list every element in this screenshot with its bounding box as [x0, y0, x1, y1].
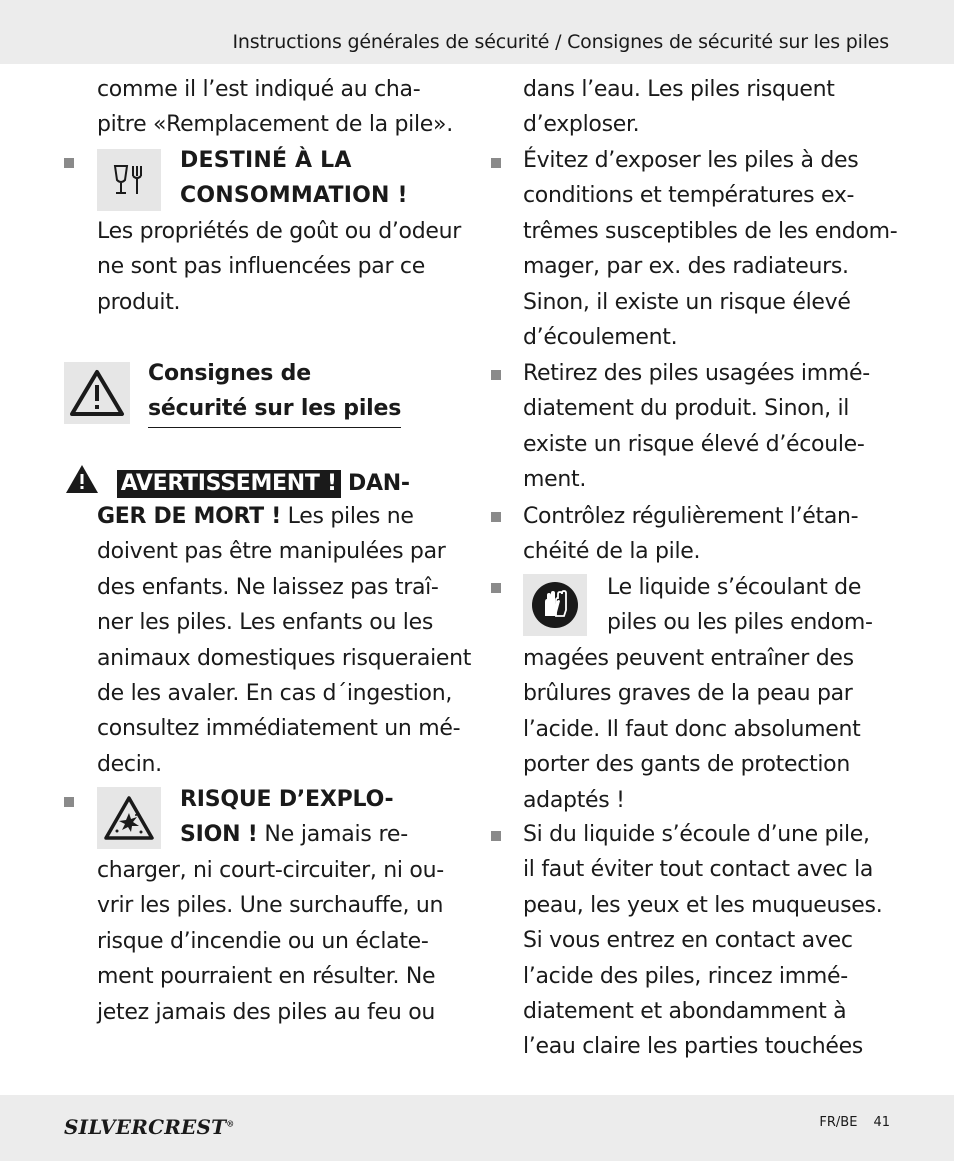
bullet-marker	[491, 158, 501, 168]
brand-mark: ®	[226, 1118, 235, 1129]
text-line: des enfants. Ne laissez pas traî-	[97, 574, 439, 600]
text-line: l’eau claire les parties touchées	[523, 1034, 863, 1060]
bullet-marker	[64, 797, 74, 807]
text-line: diatement et abondamment à	[523, 998, 847, 1024]
text-line: diatement du produit. Sinon, il	[523, 396, 850, 422]
text-line: chéité de la pile.	[523, 539, 701, 565]
text-line: conditions et températures ex-	[523, 183, 855, 209]
text-line: trêmes susceptibles de les endom-	[523, 218, 898, 244]
bullet-marker	[491, 583, 501, 593]
text-line: magées peuvent entraîner des	[523, 646, 854, 671]
text-line: brûlures graves de la peau par	[523, 681, 853, 707]
text-line: pitre «Remplacement de la pile».	[97, 112, 453, 138]
fork-glass-icon	[109, 160, 149, 200]
text-line: CONSOMMATION !	[180, 183, 408, 209]
bullet-marker	[491, 370, 501, 380]
warning-title-part: DAN-	[340, 471, 410, 496]
warning-triangle-icon	[69, 368, 125, 418]
section-icon-box	[64, 362, 130, 424]
text-line: mager, par ex. des radiateurs.	[523, 254, 849, 280]
brand-name: SILVERCREST	[64, 1115, 227, 1139]
gloves-icon-box	[523, 574, 587, 636]
brand-logo	[64, 1115, 234, 1139]
text-line: il faut éviter tout contact avec la	[523, 857, 874, 883]
language-code: FR/BE	[819, 1115, 858, 1130]
text-line: doivent pas être manipulées par	[97, 539, 446, 565]
footer-meta	[803, 1115, 890, 1130]
food-body	[97, 214, 461, 320]
text-line: decin.	[97, 751, 162, 777]
text-line: adaptés !	[523, 787, 625, 813]
text-line: comme il l’est indiqué au cha-	[97, 77, 421, 102]
bullet-text	[523, 499, 858, 570]
text-line: l’acide des piles, rincez immé-	[523, 963, 848, 989]
text-line: Si vous entrez en contact avec	[523, 928, 853, 954]
text-line: piles ou les piles endom-	[607, 610, 873, 636]
text-line: Retirez des piles usagées immé-	[523, 361, 870, 386]
text-line: de les avaler. En cas d´ingestion,	[97, 680, 453, 706]
warning-title-row	[64, 463, 410, 501]
text-line: RISQUE D’EXPLO-	[180, 787, 394, 812]
gloves-icon	[530, 580, 580, 630]
section-title-line: Consignes de	[148, 361, 311, 386]
text-line: Le liquide s’écoulant de	[607, 575, 862, 600]
text-line: porter des gants de protection	[523, 752, 850, 778]
text-line: existe un risque élevé d’écoule-	[523, 431, 865, 457]
bullet-text	[523, 817, 882, 1065]
text-line: Évitez d’exposer les piles à des	[523, 148, 859, 173]
explosion-body	[97, 853, 444, 1030]
warning-label: AVERTISSEMENT !	[117, 470, 341, 498]
text-line: l’acide. Il faut donc absolument	[523, 716, 861, 742]
warning-title-part: GER DE MORT !	[97, 504, 281, 529]
page-number: 41	[873, 1115, 890, 1130]
text-span: SION !	[180, 822, 258, 848]
intro-text	[97, 72, 453, 143]
text-line: ment pourraient en résulter. Ne	[97, 964, 436, 990]
text-line: d’écoulement.	[523, 324, 678, 350]
text-line: jetez jamais des piles au feu ou	[97, 999, 435, 1025]
warning-body	[97, 499, 471, 782]
bullet-text	[523, 356, 870, 498]
bullet-text-first	[607, 570, 873, 641]
text-line: Contrôlez régulièrement l’étan-	[523, 504, 859, 529]
text-line: ne sont pas influencées par ce	[97, 254, 425, 280]
bullet-marker	[64, 158, 74, 168]
header-title: Instructions générales de sécurité / Consignes de sécurité sur les piles	[232, 31, 889, 53]
food-title	[180, 143, 408, 214]
text-line: d’exploser.	[523, 112, 640, 138]
text-line: dans l’eau. Les piles risquent	[523, 77, 835, 102]
bullet-marker	[491, 831, 501, 841]
text-span: Ne jamais re-	[257, 822, 408, 848]
text-line: ner les piles. Les enfants ou les	[97, 610, 433, 636]
text-line: Si du liquide s’écoule d’une pile,	[523, 822, 870, 847]
text-line: DESTINÉ À LA	[180, 148, 352, 173]
right-continuation	[523, 72, 835, 143]
page-header	[0, 0, 954, 64]
explosion-icon	[103, 795, 155, 841]
text-line: ment.	[523, 467, 587, 493]
warning-triangle-icon	[64, 463, 100, 495]
text-line: risque d’incendie ou un éclate-	[97, 928, 429, 954]
text-line: consultez immédiatement un mé-	[97, 716, 461, 742]
text-line: peau, les yeux et les muqueuses.	[523, 892, 883, 918]
section-title-line: sécurité sur les piles	[148, 391, 401, 427]
page-footer	[0, 1095, 954, 1161]
text-line: Sinon, il existe un risque élevé	[523, 289, 851, 315]
text-line: animaux domestiques risqueraient	[97, 645, 472, 671]
bullet-marker	[491, 512, 501, 522]
bullet-text	[523, 143, 897, 355]
text-line: Les propriétés de goût ou d’odeur	[97, 219, 462, 244]
section-heading	[148, 356, 401, 427]
text-line: charger, ni court-circuiter, ni ou-	[97, 858, 444, 883]
text-span: Les piles ne	[280, 504, 414, 529]
explosion-title	[180, 782, 408, 853]
text-line: produit.	[97, 289, 181, 315]
food-icon-box	[97, 149, 161, 211]
text-line: vrir les piles. Une surchauffe, un	[97, 893, 444, 919]
bullet-text	[523, 641, 860, 818]
explosion-icon-box	[97, 787, 161, 849]
